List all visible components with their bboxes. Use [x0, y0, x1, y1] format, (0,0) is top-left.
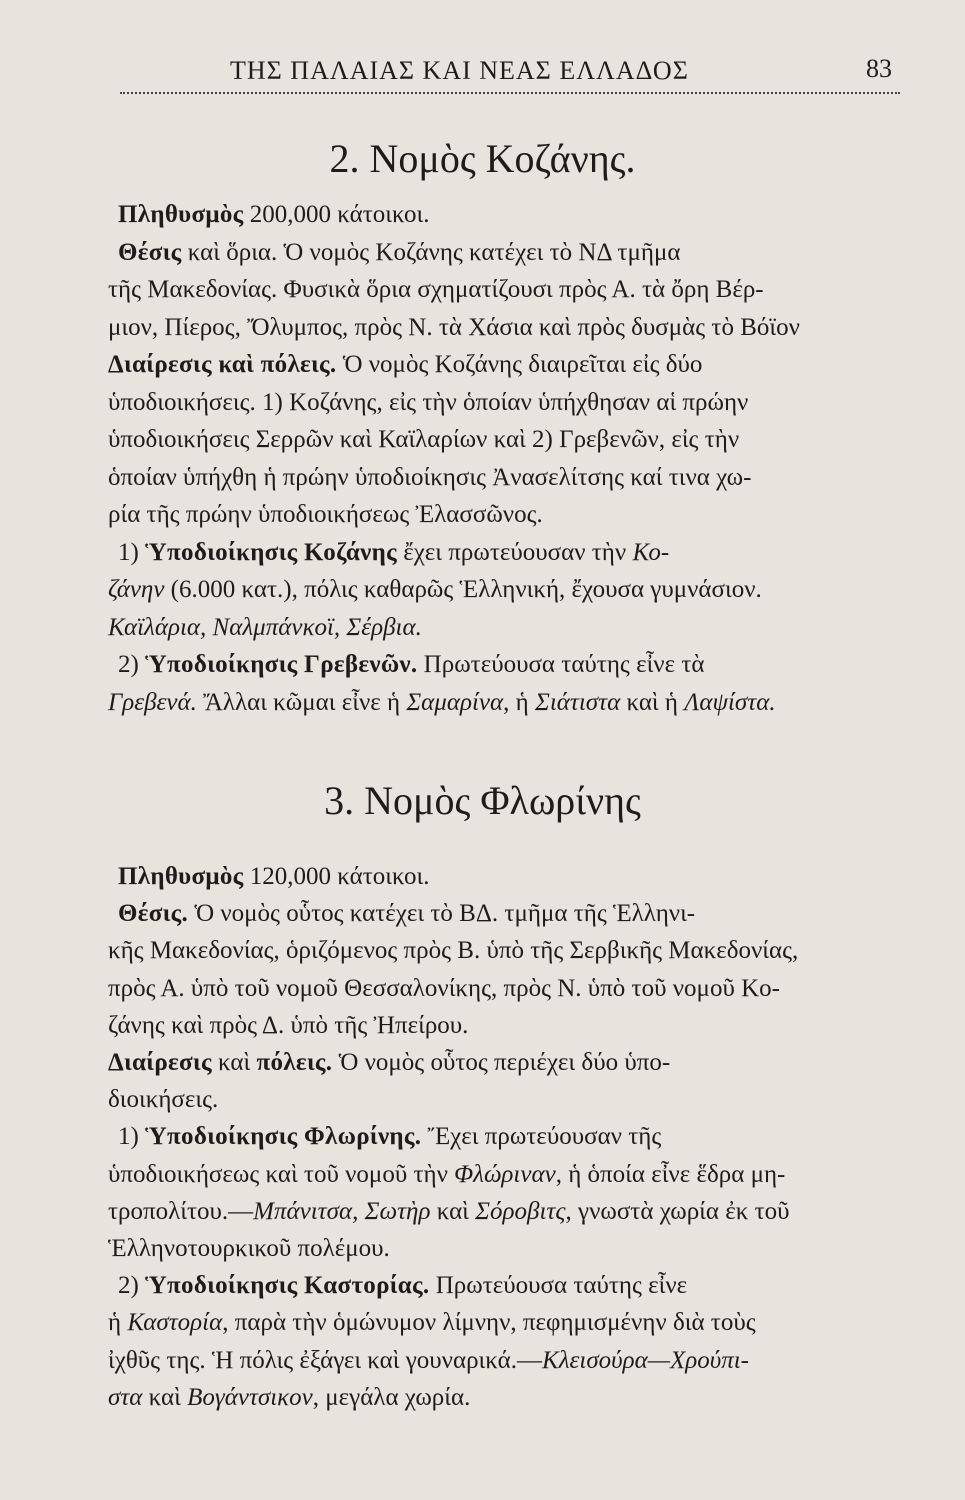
italic-run: Κο- [632, 538, 670, 566]
text-line [118, 648, 910, 682]
bold-run: Ὑποδιοίκησις Καστορίας. [145, 1272, 430, 1300]
italic-run: Σαμαρίνα [406, 688, 504, 716]
bold-run: Θέσις. [118, 900, 189, 928]
text-run: , ἡ [503, 688, 535, 716]
text-run: 2) [118, 1272, 146, 1300]
text-run: κῆς Μακεδονίας, ὁριζόμενος πρὸς Β. ὑπὸ τῆς Σερβικῆς Μακεδονίας, [108, 937, 799, 965]
text-line [118, 536, 910, 570]
text-run: τροπολίτου.— [108, 1197, 254, 1225]
text-run: , μεγάλα χωρία. [312, 1383, 471, 1411]
text-run: Ἔχει πρωτεύουσαν τῆς [421, 1123, 662, 1151]
text-line [108, 423, 900, 457]
text-line [108, 311, 900, 345]
text-run: ὑποδιοικήσεις. 1) Κοζάνης, εἰς τὴν ὁποίαν ὑπήχθησαν αἱ πρώην [108, 388, 749, 416]
page-number: 83 [866, 54, 892, 83]
bold-run: Ὑποδιοίκησις Φλωρίνης. [145, 1123, 422, 1151]
text-run: ἔχει πρωτεύουσαν τὴν [396, 538, 633, 566]
italic-run: Γρεβενά. [108, 688, 197, 716]
italic-run: στα [108, 1383, 143, 1411]
text-run: καὶ ἡ [620, 688, 685, 716]
text-line [108, 273, 900, 307]
text-run: μιον, Πίερος, Ὄλυμπος, πρὸς Ν. τὰ Χάσια καὶ πρὸς δυσμὰς τὸ Βόϊον [108, 313, 800, 341]
text-line [108, 1195, 900, 1229]
text-line [108, 934, 900, 968]
text-line [108, 1381, 900, 1415]
text-run: Ὁ νομὸς Κοζάνης διαιρεῖται εἰς δύο [336, 351, 703, 378]
text-run: (6.000 κατ.), πόλις καθαρῶς Ἑλληνική, ἔχουσα γυμνάσιον. [164, 576, 762, 603]
text-run: Ἄλλαι κῶμαι εἶνε ἡ [196, 688, 407, 716]
text-run: ὑποδιοικήσεως καὶ τοῦ νομοῦ τὴν [108, 1160, 455, 1188]
text-line [108, 348, 900, 382]
text-line [108, 972, 900, 1006]
italic-run: Φλώριναν [454, 1160, 556, 1188]
text-run: Πρωτεύουσα ταύτης εἶνε [429, 1272, 688, 1300]
text-line [108, 461, 900, 495]
text-line [118, 236, 910, 270]
text-run: ὑποδιοικήσεις Σερρῶν καὶ Καϊλαρίων καὶ 2) Γρεβενῶν, εἰς τὴν [108, 426, 740, 453]
text-line [108, 573, 900, 607]
text-run: 200,000 κάτοικοι. [243, 201, 430, 228]
text-line [108, 1083, 900, 1117]
bold-run: πόλεις. [256, 1049, 333, 1076]
text-run: 1) [118, 1123, 146, 1151]
section-title-florina: 3. Νομὸς Φλωρίνης [324, 778, 641, 823]
text-line [108, 686, 900, 720]
text-line [108, 611, 900, 645]
text-line [108, 1009, 900, 1043]
text-run: ζάνης καὶ πρὸς Δ. ὑπὸ τῆς Ἠπείρου. [108, 1011, 469, 1039]
text-run: τῆς Μακεδονίας. Φυσικὰ ὅρια σχηματίζουσι πρὸς Α. τὰ ὄρη Βέρ- [108, 276, 764, 303]
text-run: Ὁ νομὸς οὗτος περιέχει δύο ὑπο- [332, 1049, 671, 1076]
italic-run: Κλεισούρα—Χρούπι- [542, 1346, 750, 1374]
text-line [108, 386, 900, 420]
bold-run: Διαίρεσις καὶ πόλεις. [108, 351, 337, 378]
bold-run: Πληθυσμὸς [118, 863, 244, 890]
italic-run: Λαψίστα. [684, 688, 776, 716]
bold-run: Ὑποδιοίκησις Κοζάνης [145, 538, 397, 566]
bold-run: Πληθυσμὸς [118, 201, 244, 228]
text-run: Πρωτεύουσα ταύτης εἶνε τὰ [417, 651, 705, 678]
running-head [120, 48, 900, 94]
text-run: ρία τῆς πρώην ὑποδιοικήσεως Ἐλασσῶνος. [108, 501, 543, 528]
text-run: καὶ [430, 1197, 476, 1225]
text-line [118, 1120, 910, 1154]
text-run: Ἑλληνοτουρκικοῦ πολέμου. [108, 1235, 390, 1262]
text-line [118, 897, 910, 931]
text-run: καὶ ὅρια. Ὁ νομὸς Κοζάνης κατέχει τὸ ΝΔ τμῆμα [181, 238, 681, 266]
text-run: ἰχθῦς της. Ἡ πόλις ἐξάγει καὶ γουναρικά.— [108, 1346, 543, 1374]
text-run: καὶ [211, 1049, 257, 1076]
text-line [108, 1232, 900, 1266]
italic-run: Μπάνιτσα, Σωτὴρ [253, 1197, 431, 1225]
text-run: διοικήσεις. [108, 1086, 219, 1114]
text-run: , παρὰ τὴν ὁμώνυμον λίμνην, πεφημισμένην διὰ τοὺς [222, 1309, 756, 1337]
text-run: καὶ [142, 1383, 188, 1411]
text-run: 2) [118, 651, 146, 678]
text-line [118, 860, 910, 894]
text-line [118, 1269, 910, 1303]
italic-run: ζάνην [108, 576, 165, 603]
text-run: Ὁ νομὸς οὗτος κατέχει τὸ ΒΔ. τμῆμα τῆς Ἑλληνι- [188, 900, 696, 928]
text-line [108, 1344, 900, 1378]
italic-run: Σιάτιστα [534, 688, 621, 716]
text-run: , ἡ ὁποία εἶνε ἕδρα μη- [555, 1160, 786, 1188]
text-line [108, 1306, 900, 1340]
italic-run: Βογάντσικον [187, 1383, 313, 1411]
section-title-kozani: 2. Νομὸς Κοζάνης. [329, 136, 636, 181]
bold-run: Θέσις [118, 238, 182, 266]
text-run: , γνωστὰ χωρία ἐκ τοῦ [565, 1197, 790, 1225]
italic-run: Καϊλάρια, Ναλμπάνκοϊ, Σέρβια. [108, 613, 422, 641]
bold-run: Διαίρεσις [108, 1049, 212, 1076]
text-line [108, 498, 900, 532]
text-run: ἡ [108, 1309, 128, 1337]
text-run: πρὸς Α. ὑπὸ τοῦ νομοῦ Θεσσαλονίκης, πρὸς Ν. ὑπὸ τοῦ νομοῦ Κο- [108, 974, 780, 1002]
text-line [118, 198, 910, 232]
text-run: 120,000 κάτοικοι. [243, 863, 430, 890]
italic-run: Καστορία [127, 1309, 223, 1337]
running-head-title: ΤΗΣ ΠΑΛΑΙΑΣ ΚΑΙ ΝΕΑΣ ΕΛΛΑΔΟΣ [230, 56, 689, 85]
text-run: 1) [118, 538, 146, 566]
bold-run: Ὑποδιοίκησις Γρεβενῶν. [145, 651, 418, 678]
text-line [108, 1158, 900, 1192]
italic-run: Σόροβιτς [475, 1197, 566, 1225]
text-line [108, 1046, 900, 1080]
text-run: ὁποίαν ὑπήχθη ἡ πρώην ὑποδιοίκησις Ἀνασελίτσης καί τινα χω- [108, 463, 752, 491]
